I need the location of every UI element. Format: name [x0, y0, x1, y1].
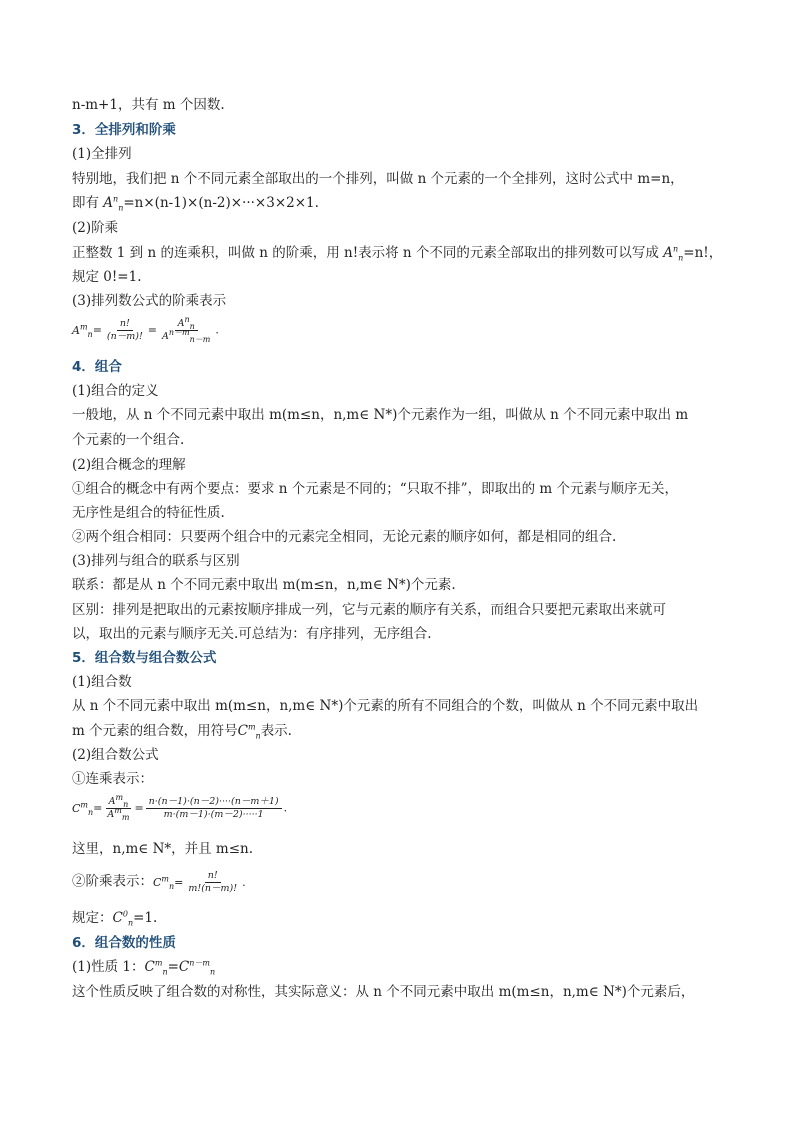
text-line	[72, 909, 157, 927]
text-line: (2)组合概念的理解	[72, 457, 186, 473]
formula-combination-product: $C^m_n=$ $\frac{A^m_n}{A^m_m}$ = $\frac{n\cdot(n-1)\cdot(n-2)\cdot\cdot\cdot\cdot(n-m+1)}{m\cdot(m-1)\cdot(m-2)\cdot\cdot\cdot\cdot\cdot 1}$ .	[72, 792, 288, 822]
text-line: (2)阶乘	[72, 220, 119, 236]
formula-C-symmetry: $C^m_n=C^{n-m}_n$	[144, 958, 216, 977]
text-line: 联系：都是从 n 个不同元素中取出 m(m≤n，n,m∈ N*)个元素.	[72, 577, 456, 593]
section-heading-6: 6．组合数的性质	[72, 935, 176, 951]
text-line	[72, 194, 319, 212]
text-line: 这里，n,m∈ N*，并且 m≤n.	[72, 841, 254, 857]
section-heading-4: 4．组合	[72, 359, 122, 375]
text-line: 特别地，我们把 n 个不同元素全部取出的一个排列，叫做 n 个元素的一个全排列，这时公式中 m=n，	[72, 171, 684, 187]
text-line: 一般地，从 n 个不同元素中取出 m(m≤n，n,m∈ N*)个元素作为一组，叫做从 n 个不同元素中取出 m	[72, 407, 689, 423]
text-segment: (1)性质 1：	[72, 959, 145, 975]
text-line: 无序性是组合的特征性质.	[72, 505, 225, 521]
text-line: 规定 0!=1.	[72, 269, 142, 285]
text-segment: 表示.	[260, 723, 292, 739]
text-line: ②两个组合相同：只要两个组合中的元素完全相同，无论元素的顺序如何，都是相同的组合.	[72, 529, 617, 545]
formula-permutation-factorial: $A^m_n=$ $\frac{n!}{(n-m)!}$ = $\frac{A^n_n}{A^{n-m}_{n-m}}$ .	[72, 314, 219, 344]
text-line: (1)全排列	[72, 146, 132, 162]
text-segment: ②阶乘表示：	[72, 873, 153, 890]
text-line: 这个性质反映了组合数的对称性，其实际意义：从 n 个不同元素中取出 m(m≤n，n,m∈ N*)个元素后，	[72, 984, 695, 1000]
text-line: (3)排列与组合的联系与区别	[72, 553, 240, 569]
text-line	[72, 722, 292, 740]
formula-C-symbol: $C^0_n$	[112, 909, 134, 928]
formula-A-symbol: $A^n_n$	[103, 194, 124, 213]
text-line: 从 n 个不同元素中取出 m(m≤n，n,m∈ N*)个元素的所有不同组合的个数，叫做从 n 个不同元素中取出	[72, 698, 699, 714]
text-line: ①组合的概念中有两个要点：要求 n 个元素是不同的；“只取不排”，即取出的 m 个元素与顺序无关，	[72, 481, 678, 497]
text-line: (3)排列数公式的阶乘表示	[72, 293, 227, 309]
formula-A-symbol: $A^n_n$	[663, 244, 684, 263]
text-line: 以，取出的元素与顺序无关.可总结为：有序排列，无序组合.	[72, 626, 432, 642]
text-line	[72, 958, 215, 976]
text-segment: =n×(n-1)×(n-2)×···×3×2×1.	[123, 195, 319, 211]
text-segment: 正整数 1 到 n 的连乘积，叫做 n 的阶乘，用 n!表示将 n 个不同的元素全部取出的排列数可以写成	[72, 245, 664, 261]
text-line: n-m+1，共有 m 个因数.	[72, 97, 225, 113]
section-heading-5: 5．组合数与组合数公式	[72, 650, 217, 666]
text-line: 个元素的一个组合.	[72, 432, 185, 448]
text-line	[72, 870, 246, 895]
text-segment: m 个元素的组合数，用符号	[72, 723, 238, 739]
text-line: ①连乘表示：	[72, 771, 153, 787]
formula-combination-factorial: $C^m_n=$ $\frac{n!}{m!(n-m)!}$ .	[153, 870, 246, 894]
text-segment: 即有	[72, 195, 104, 211]
text-line	[72, 244, 722, 262]
text-line: (1)组合数	[72, 674, 132, 690]
text-line: (1)组合的定义	[72, 383, 159, 399]
text-line: (2)组合数公式	[72, 747, 159, 763]
text-segment: 规定：	[72, 910, 113, 926]
text-segment: =n!，	[683, 245, 723, 261]
section-heading-3: 3．全排列和阶乘	[72, 122, 176, 138]
text-segment: =1.	[133, 910, 158, 926]
text-line: 区别：排列是把取出的元素按顺序排成一列，它与元素的顺序有关系，而组合只要把元素取出来就可	[72, 602, 666, 618]
formula-C-symbol: $C^m_n$	[237, 722, 261, 741]
